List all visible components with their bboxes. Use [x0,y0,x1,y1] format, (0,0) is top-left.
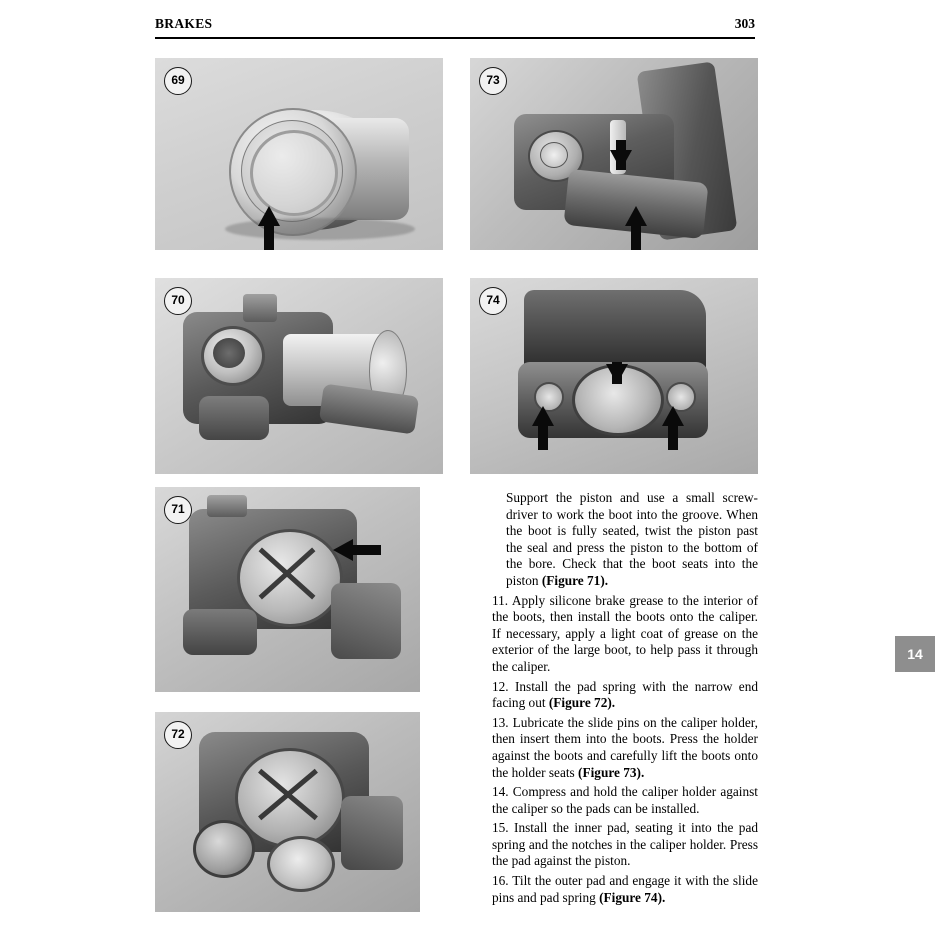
figure-73 [470,58,758,250]
step-16-text: 16. Tilt the outer pad and engage it with the slide pins and pad spring [492,873,758,905]
paragraph-continued-figref: (Figure 71). [541,572,609,588]
step-12-figref: (Figure 72). [548,695,616,711]
figure-callout-69: 69 [164,67,192,95]
arrow-holder-seat-lower [625,206,647,226]
chapter-tab: 14 [895,636,935,672]
figure-74-photo [470,278,758,474]
step-12 [492,679,758,712]
paragraph-continued-text: Support the piston and use a small screw-driver to work the boot into the groove. When the boot is fully seated, twist the piston past the seal and press the piston to the bottom of the bore. Check that the boot seats into the piston [506,490,758,588]
step-16 [492,873,758,906]
bracket-tab-71 [207,495,247,517]
page-number: 303 [734,16,755,31]
figure-70 [155,278,443,474]
figure-71 [155,487,420,692]
chapter-title: BRAKES [155,16,213,31]
step-12-text: 12. Install the pad spring with the narrow end facing out [492,678,758,711]
caliper-lug-70 [199,396,269,440]
arrow-slide-pin-left [532,406,554,426]
step-16-figref: (Figure 74). [599,889,666,905]
step-13 [492,715,758,781]
step-14: 14. Compress and hold the caliper holder against the caliper so the pads can be installed. [492,784,758,816]
body-text-column [492,490,758,906]
step-13-text: 13. Lubricate the slide pins on the caliper holder, then insert them into the boots. Press the holder against the boots and carefully lift the boots onto the holder seats [492,714,758,780]
figure-73-photo [470,58,758,250]
step-15: 15. Install the inner pad, seating it into the pad spring and the notches in the caliper holder. Press the pad against the piston. [492,820,758,869]
figure-69-photo [155,58,443,250]
arrow-slide-pin-right [662,406,684,426]
arrow-holder-seat-upper [610,150,632,170]
step-13-figref: (Figure 73). [578,764,645,780]
piston-boot-groove [250,130,338,216]
arrow-boot-groove [258,206,280,226]
pad-spring-end-72 [267,836,335,892]
arrow-boot-seat-71 [333,539,353,561]
figure-callout-73: 73 [479,67,507,95]
figure-70-photo [155,278,443,474]
holder-arm-71 [331,583,401,659]
boot-ring-72 [193,820,255,878]
figure-callout-70: 70 [164,287,192,315]
figure-71-photo [155,487,420,692]
figure-callout-72: 72 [164,721,192,749]
piston-shadow [225,218,415,240]
step-11: 11. Apply silicone brake grease to the interior of the boots, then install the boots onto the caliper. If necessary, apply a light coat of grease on the exterior of the large boot, to help pass it through the caliper. [492,592,758,674]
header-rule [155,37,755,39]
figure-callout-71: 71 [164,496,192,524]
figure-72 [155,712,420,912]
bracket-tab-70 [243,294,277,322]
caliper-lug-71 [183,609,257,655]
caliper-bore-inner-70 [213,338,245,368]
figure-72-photo [155,712,420,912]
holder-arm-72 [341,796,403,870]
paragraph-continued [492,490,758,590]
figure-74 [470,278,758,474]
page-header [155,16,755,38]
figure-callout-74: 74 [479,287,507,315]
caliper-boot-inner-73 [540,142,568,168]
arrow-outer-pad-center [606,364,628,384]
figure-69 [155,58,443,250]
